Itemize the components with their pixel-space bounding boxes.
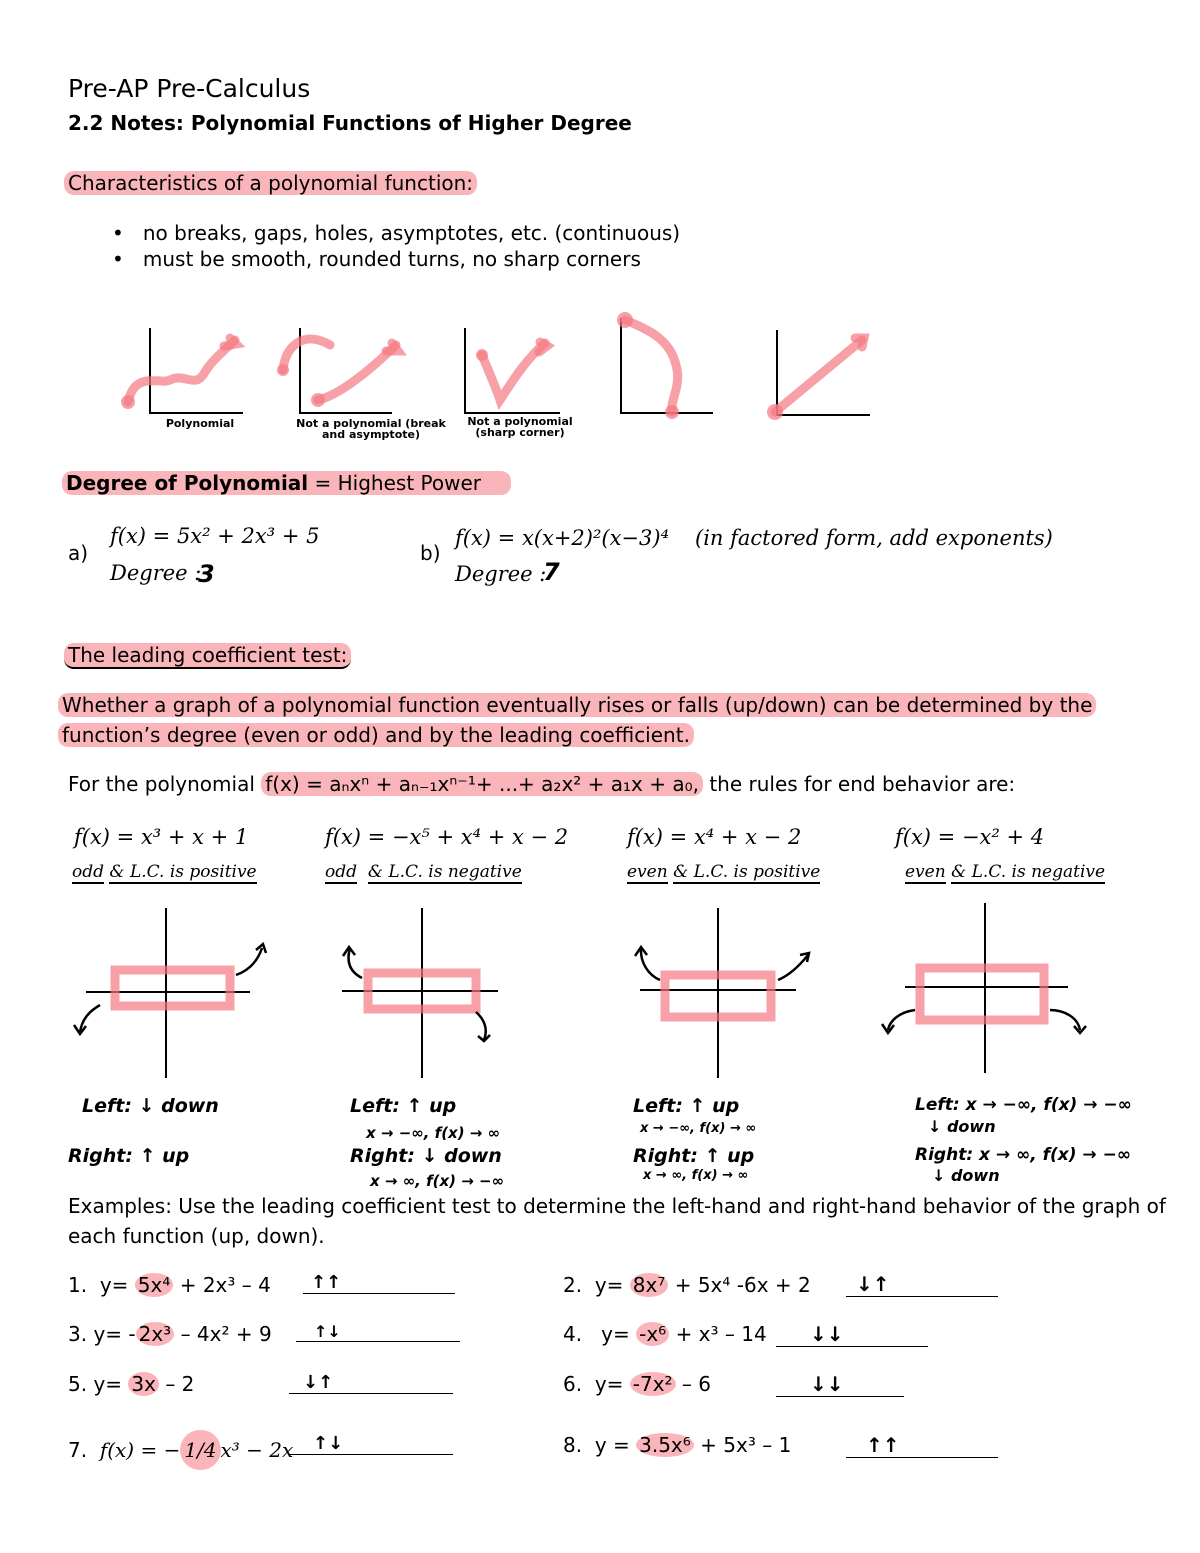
- example-5: [68, 1372, 194, 1396]
- example-7: [68, 1430, 293, 1470]
- example-6-num: 6.: [563, 1372, 583, 1396]
- case-3-graph: [635, 908, 809, 1078]
- example-1-num: 1.: [68, 1273, 88, 1297]
- example-a-function: f(x) = 5x² + 2x³ + 5: [110, 524, 320, 548]
- bullet-1: • no breaks, gaps, holes, asymptotes, etc. (continuous): [112, 221, 681, 245]
- case-4-left-text: Left: x → −∞, f(x) → −∞: [915, 1095, 1132, 1115]
- sketch-label-1: Polynomial: [165, 417, 235, 430]
- example-6-lead: -7x²: [630, 1372, 676, 1396]
- example-8-rest: + 5x³ – 1: [700, 1433, 792, 1457]
- case-4-right-text: Right: x → ∞, f(x) → −∞: [915, 1145, 1132, 1165]
- example-b-degree-label: Degree :: [455, 562, 547, 586]
- case-3-lc-type: & L.C. is positive: [673, 862, 821, 882]
- example-2: [563, 1273, 811, 1297]
- case-2-left-note: x → −∞, f(x) → ∞: [366, 1124, 501, 1142]
- example-4: [563, 1322, 767, 1346]
- example-6-prefix: y=: [594, 1372, 624, 1396]
- case-1-left: [82, 1095, 219, 1117]
- example-2-num: 2.: [563, 1273, 583, 1297]
- example-7-prefix: f(x) = −: [99, 1438, 181, 1462]
- example-b-function: f(x) = x(x+2)²(x−3)⁴: [455, 526, 669, 550]
- case-3-function: f(x) = x⁴ + x − 2: [627, 825, 802, 849]
- case-2-graph: [342, 908, 498, 1078]
- case-2-lc-type: & L.C. is negative: [367, 862, 522, 882]
- example-2-answer[interactable]: ↓↑: [846, 1272, 998, 1297]
- example-b-note: (in factored form, add exponents): [695, 526, 1053, 550]
- example-4-num: 4.: [563, 1322, 583, 1346]
- example-7-rest: x³ − 2x: [220, 1438, 294, 1462]
- example-3-answer[interactable]: ↑↓: [296, 1322, 460, 1342]
- example-3: [68, 1322, 272, 1346]
- example-3-lead: 2x³: [136, 1322, 175, 1346]
- bullet-2-text: must be smooth, rounded turns, no sharp corners: [142, 247, 641, 271]
- example-a-answer: 3: [198, 560, 215, 588]
- example-5-prefix: y=: [93, 1372, 123, 1396]
- lct-heading-text: The leading coefficient test:: [64, 643, 351, 669]
- example-3-rest: – 4x² + 9: [180, 1322, 272, 1346]
- case-1-degree-type: odd: [72, 862, 104, 882]
- example-4-prefix: y=: [601, 1322, 630, 1346]
- case-3-left-text: Left: ↑ up: [633, 1095, 740, 1117]
- case-3-right: [633, 1145, 754, 1167]
- example-3-num: 3.: [68, 1322, 88, 1346]
- case-4-lc-type: & L.C. is negative: [951, 862, 1106, 882]
- characteristics-heading-text: Characteristics of a polynomial function:: [64, 171, 477, 195]
- example-6-rest: – 6: [681, 1372, 712, 1396]
- case-2-right-text: Right: ↓ down: [350, 1145, 502, 1167]
- case-3-degree-type: even: [627, 862, 668, 882]
- case-3-left: [633, 1095, 739, 1117]
- sketch-label-3: Not a polynomial (sharp corner): [467, 415, 573, 439]
- bullet-1-text: no breaks, gaps, holes, asymptotes, etc. (continuous): [142, 221, 681, 245]
- example-2-lead: 8x⁷: [630, 1273, 669, 1297]
- case-4-left: [915, 1095, 1132, 1115]
- example-8-lead: 3.5x⁶: [636, 1433, 694, 1457]
- example-2-prefix: y=: [594, 1273, 624, 1297]
- examples-intro-2: each function (up, down).: [68, 1224, 325, 1248]
- example-b-answer: 7: [543, 558, 560, 586]
- case-3-right-text: Right: ↑ up: [633, 1145, 755, 1167]
- case-1-function: f(x) = x³ + x + 1: [74, 825, 249, 849]
- case-2-left-text: Left: ↑ up: [350, 1095, 457, 1117]
- lct-paragraph-1-text: Whether a graph of a polynomial function eventually rises or falls (up/down) can be determined by the: [58, 693, 1096, 717]
- example-3-prefix: y= -: [93, 1322, 136, 1346]
- case-3-left-note: x → −∞, f(x) → ∞: [640, 1121, 757, 1136]
- section-title: 2.2 Notes: Polynomial Functions of Higher Degree: [68, 111, 632, 135]
- examples-intro-1: Examples: Use the leading coefficient test to determine the left-hand and right-hand behavior of the graph of: [68, 1194, 1166, 1218]
- example-5-rest: – 2: [165, 1372, 195, 1396]
- case-1-lc-type: & L.C. is positive: [109, 862, 257, 882]
- example-8-answer[interactable]: ↑↑: [846, 1433, 998, 1458]
- example-1: [68, 1273, 271, 1297]
- example-1-prefix: y=: [99, 1273, 129, 1297]
- degree-heading-rest: = Highest Power: [308, 471, 482, 495]
- example-1-answer[interactable]: ↑↑: [303, 1272, 455, 1294]
- example-7-num: 7.: [68, 1438, 88, 1462]
- lct-rule-formula: f(x) = aₙxⁿ + aₙ₋₁xⁿ⁻¹+ ...+ a₂x² + a₁x + a₀,: [261, 772, 703, 796]
- example-a-degree-label: Degree :: [110, 561, 202, 585]
- case-4-degree-type: even: [905, 862, 946, 882]
- course-title: Pre-AP Pre-Calculus: [68, 74, 311, 103]
- case-2-right: [350, 1145, 502, 1167]
- case-1-right-text: Right: ↑ up: [68, 1145, 190, 1167]
- case-1-left-text: Left: ↓ down: [82, 1095, 219, 1117]
- lct-paragraph-2-text: function’s degree (even or odd) and by the leading coefficient.: [58, 723, 694, 747]
- lct-rule-prefix: For the polynomial: [68, 772, 255, 796]
- case-4-right: [915, 1145, 1131, 1165]
- example-1-lead: 5x⁴: [135, 1273, 174, 1297]
- example-1-rest: + 2x³ – 4: [179, 1273, 271, 1297]
- case-4-function: f(x) = −x² + 4: [895, 825, 1045, 849]
- bullet-2: • must be smooth, rounded turns, no sharp corners: [112, 247, 641, 271]
- example-4-rest: + x³ – 14: [675, 1322, 767, 1346]
- example-4-answer[interactable]: ↓↓: [776, 1322, 928, 1347]
- example-b-label: b): [420, 541, 441, 565]
- example-5-answer[interactable]: ↓↑: [289, 1372, 453, 1394]
- example-4-lead: -x⁶: [636, 1322, 669, 1346]
- case-2-left: [350, 1095, 456, 1117]
- case-4-right-note: ↓ down: [932, 1166, 1000, 1185]
- example-8: [563, 1433, 791, 1457]
- case-2-right-note: x → ∞, f(x) → −∞: [370, 1172, 505, 1190]
- example-8-num: 8.: [563, 1433, 583, 1457]
- sketch-label-2: Not a polynomial (break and asymptote): [296, 417, 446, 441]
- example-5-num: 5.: [68, 1372, 88, 1396]
- case-3-right-note: x → ∞, f(x) → ∞: [643, 1168, 749, 1183]
- case-4-left-note: ↓ down: [928, 1117, 996, 1136]
- case-1-right: [68, 1145, 189, 1167]
- example-2-rest: + 5x⁴ -6x + 2: [674, 1273, 811, 1297]
- case-2-function: f(x) = −x⁵ + x⁴ + x − 2: [325, 825, 569, 849]
- example-7-answer[interactable]: ↑↓: [289, 1433, 453, 1455]
- example-6-answer[interactable]: ↓↓: [776, 1372, 904, 1397]
- case-2-degree-type: odd: [325, 862, 357, 882]
- example-5-lead: 3x: [128, 1372, 159, 1396]
- example-6: [563, 1372, 711, 1396]
- example-7-lead: 1/4: [180, 1430, 220, 1470]
- degree-heading-bold: Degree of Polynomial: [66, 471, 309, 495]
- case-1-graph: [74, 908, 266, 1078]
- lct-rule-suffix: the rules for end behavior are:: [709, 772, 1016, 796]
- example-a-label: a): [68, 541, 89, 565]
- case-4-graph: [882, 903, 1086, 1073]
- example-8-prefix: y =: [594, 1433, 630, 1457]
